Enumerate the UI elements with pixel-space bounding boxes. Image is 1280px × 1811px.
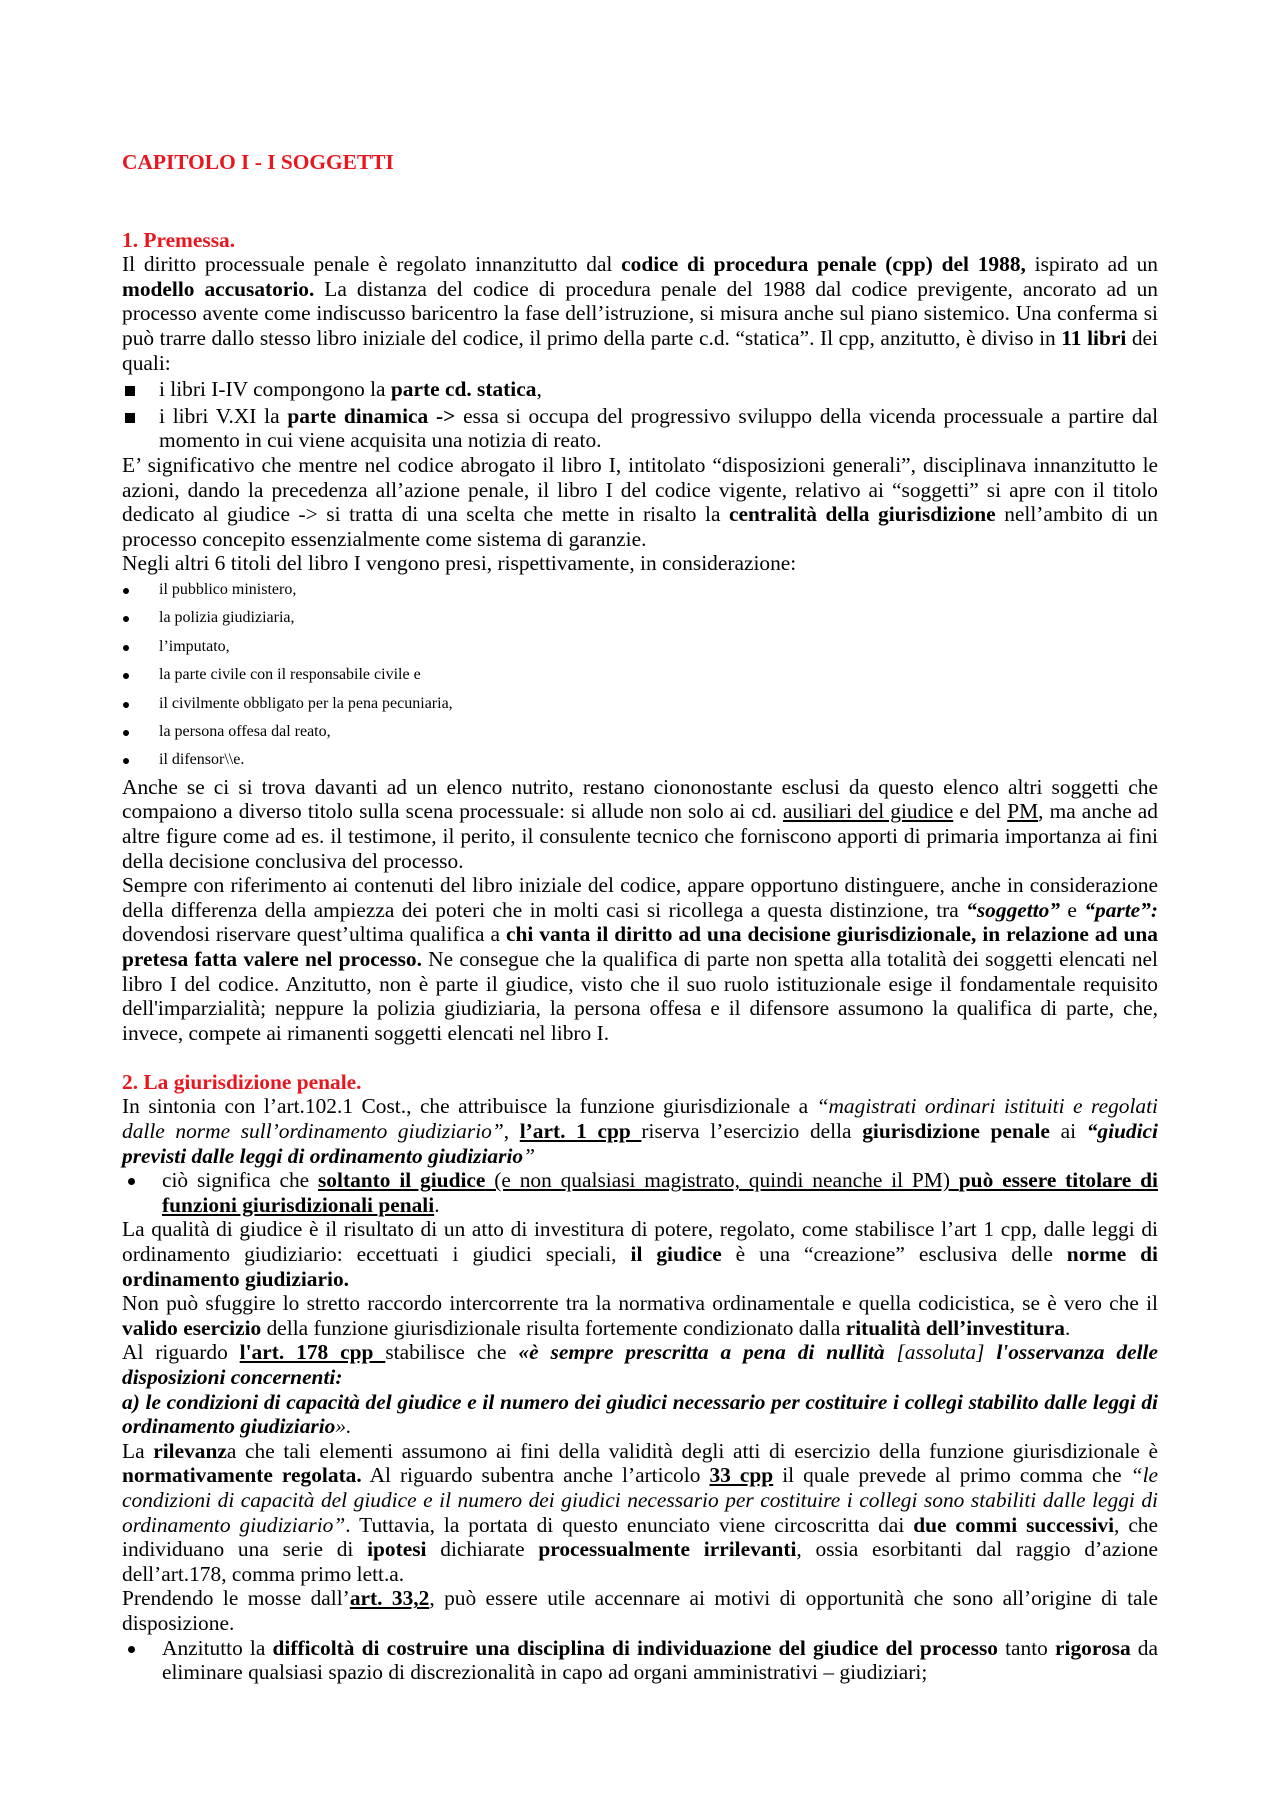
text-run: E’ significativo che mentre nel codice abrogato il libro I, intitolato “disposizioni generali”, disciplinava innanzitutto le azioni, dando la precedenza all’azione penale, il libro I del codice vigente, relativo ai “soggetti” si apre con il titolo dedicato al giudice -> si tratta di una scelta che mette in risalto la xyxy=(122,452,1158,527)
text-run: rilevanz xyxy=(153,1438,227,1463)
text-run: riserva l’esercizio della xyxy=(641,1119,863,1144)
list-item xyxy=(122,690,1158,718)
paragraph xyxy=(122,1340,1158,1389)
list-item xyxy=(122,746,1158,774)
text-run: il giudice xyxy=(630,1242,722,1267)
text-run: , xyxy=(536,377,542,402)
text-run: Non può sfuggire lo stretto raccordo intercorrente tra la normativa ordinamentale e quella codicistica, se è vero che il xyxy=(122,1291,1158,1316)
text-run: nell’ambito di un processo concepito essenzialmente come sistema di garanzie. xyxy=(122,502,1158,551)
bullet-dot-icon xyxy=(123,673,129,679)
text-run: , xyxy=(503,1119,520,1144)
text-run: e xyxy=(1060,897,1085,922)
list-item xyxy=(122,661,1158,689)
bullet-list xyxy=(122,1168,1158,1217)
bullet-dot-icon xyxy=(123,702,129,708)
text-run: stabilisce che xyxy=(385,1340,519,1365)
text-run: processualmente irrilevanti xyxy=(538,1537,797,1562)
text-run: , ossia esorbitanti dal raggio d’azione dell’art.178, comma primo lett.a. xyxy=(122,1537,1158,1586)
text-run: essa si occupa del progressivo sviluppo della vicenda processuale a partire dal momento in cui viene acquisita una notizia di reato. xyxy=(159,403,1159,453)
list-item xyxy=(122,1168,1158,1217)
text-run: l'osservanza delle disposizioni concernenti: xyxy=(122,1340,1158,1389)
square-bullet-icon xyxy=(125,413,135,423)
text-run: il civilmente obbligato per la pena pecuniaria, xyxy=(159,694,453,712)
text-run: . Tuttavia, la portata di questo enunciato viene circoscritta dai xyxy=(345,1512,914,1537)
list-item xyxy=(122,377,1158,402)
paragraph xyxy=(122,1291,1158,1340)
bullet-dot-icon xyxy=(128,1178,135,1185)
text-run: il quale prevede al primo comma che xyxy=(773,1463,1131,1488)
text-run: rigorosa xyxy=(1055,1635,1131,1660)
text-run: valido esercizio xyxy=(122,1315,262,1340)
text-run: “parte”: xyxy=(1084,897,1158,922)
list-item xyxy=(122,404,1158,453)
text-run: Al riguardo subentra anche l’articolo xyxy=(361,1463,710,1488)
text-run: «è sempre prescritta a pena di nullità xyxy=(518,1340,885,1365)
section-heading xyxy=(122,228,1158,253)
bullet-list xyxy=(122,1636,1158,1685)
paragraph xyxy=(122,1094,1158,1168)
text-run: a che tali elementi assumono ai fini della validità degli atti di esercizio della funzione giurisdizionale è xyxy=(226,1438,1158,1463)
text-run: , ma anche ad altre figure come ad es. il testimone, il perito, il consulente tecnico che forniscono apporti di primaria importanza ai fini della decisione conclusiva del processo. xyxy=(122,799,1158,873)
text-run: “le condizioni di capacità del giudice e il numero dei giudici necessario per costituire i collegi sono stabiliti dalle leggi di ordinamento giudiziario” xyxy=(122,1463,1159,1537)
text-run: la polizia giudiziaria, xyxy=(159,609,295,627)
bullet-dot-icon xyxy=(128,1646,135,1653)
text-run: Negli altri 6 titoli del libro I vengono presi, rispettivamente, in considerazione: xyxy=(122,551,797,576)
text-run: “soggetto” xyxy=(966,897,1061,922)
text-run: ispirato ad un xyxy=(1025,252,1158,277)
text-run: centralità della giurisdizione xyxy=(729,502,996,527)
text-run: i libri I-IV compongono la xyxy=(159,377,391,402)
list-item xyxy=(122,576,1158,604)
text-run: ai xyxy=(1049,1119,1087,1144)
section-heading xyxy=(122,1070,1158,1095)
text-run: Il diritto processuale penale è regolato innanzitutto dal xyxy=(122,252,622,277)
chapter-title: CAPITOLO I - I SOGGETTI xyxy=(122,150,394,174)
list-item xyxy=(122,633,1158,661)
text-run: . xyxy=(1064,1315,1071,1340)
text-run: l’art. 1 cpp xyxy=(519,1119,642,1144)
text-run: La xyxy=(122,1438,154,1463)
text-run: giurisdizione penale xyxy=(862,1119,1050,1144)
text-run: [assoluta] xyxy=(884,1340,997,1365)
text-run: Al riguardo xyxy=(122,1340,240,1365)
bullet-dot-icon xyxy=(123,730,129,736)
paragraph xyxy=(122,1217,1158,1291)
text-run: il pubblico ministero, xyxy=(159,580,297,598)
text-run: Ne consegue che la qualifica di parte non spetta alla totalità dei soggetti elencati nel libro I del codice. Anzitutto, non è parte il giudice, visto che il suo ruolo istituzionale esige il fondamentale requisito dell'imparzialità; neppure la polizia giudiziaria, la persona offesa e il difensore assumono la qualifica di parte, che, invece, compete ai rimanenti soggetti elencati nel libro I. xyxy=(122,946,1158,1045)
text-run: difficoltà di costruire una disciplina di individuazione del giudice del processo xyxy=(272,1635,998,1660)
text-run: “magistrati ordinari istituiti e regolati dalle norme sull’ordinamento giudiziario” xyxy=(122,1094,1158,1144)
bullet-dot-icon xyxy=(123,645,129,651)
text-run: In sintonia con l’art.102.1 Cost., che attribuisce la funzione giurisdizionale a xyxy=(122,1094,817,1119)
text-run: chi vanta il diritto ad una decisione giurisdizionale, in relazione ad una pretesa fatta valere nel processo. xyxy=(122,922,1158,971)
text-run: dichiarate xyxy=(426,1537,539,1562)
text-run: 1. Premessa. xyxy=(122,227,236,252)
text-run: tanto xyxy=(997,1635,1056,1660)
bullet-dot-icon xyxy=(123,588,129,594)
paragraph xyxy=(122,551,1158,576)
text-run: normativamente regolata. xyxy=(122,1463,362,1488)
text-run: . xyxy=(434,1192,440,1217)
paragraph xyxy=(122,453,1158,551)
text-run: soltanto il giudice xyxy=(317,1168,486,1193)
text-run: , può essere utile accennare ai motivi di opportunità che sono all’origine di tale disposizione. xyxy=(122,1586,1158,1635)
text-run: la persona offesa dal reato, xyxy=(159,722,331,740)
paragraph xyxy=(122,1439,1158,1587)
text-run: la parte civile con il responsabile civile e xyxy=(159,666,421,684)
text-run: PM xyxy=(1007,799,1039,824)
text-run: può essere titolare di funzioni giurisdizionali penali xyxy=(162,1168,1158,1217)
text-run: La distanza del codice di procedura penale del 1988 dal codice previgente, ancorato ad un processo avente come indiscusso baricentro la fase dell’istruzione, si misura anche sul piano sistemico. Una conferma si può trarre dallo stesso libro iniziale del codice, il primo della parte c.d. “statica”. Il cpp, anzitutto, è diviso in xyxy=(122,276,1158,350)
text-run: ipotesi xyxy=(367,1537,427,1562)
text-run: codice di procedura penale (cpp) del 1988, xyxy=(621,252,1026,277)
paragraph xyxy=(122,1390,1158,1439)
text-run: e del xyxy=(953,799,1008,824)
text-run: ausiliari del giudice xyxy=(783,799,954,824)
text-run: Anche se ci si trova davanti ad un elenco nutrito, restano ciononostante esclusi da questo elenco altri soggetti che compaiono a diverso titolo sulla scena processuale: si allude non solo ai cd. xyxy=(122,774,1158,824)
text-run: ». xyxy=(335,1414,352,1439)
document-body xyxy=(122,150,1158,1685)
text-run: da eliminare qualsiasi spazio di discrezionalità in capo ad organi amministrativi – giudiziari; xyxy=(162,1635,1158,1685)
list-item xyxy=(122,604,1158,632)
text-run: 33 cpp xyxy=(709,1463,774,1488)
paragraph xyxy=(122,1586,1158,1635)
list-item xyxy=(122,1636,1158,1685)
square-bullet-icon xyxy=(125,386,135,396)
text-run: art. 33,2 xyxy=(349,1586,430,1611)
text-run: è una “creazione” esclusiva delle xyxy=(721,1242,1067,1267)
text-run: ” xyxy=(523,1143,536,1168)
text-run: norme di ordinamento giudiziario. xyxy=(122,1242,1159,1291)
text-run: 2. La giurisdizione penale. xyxy=(122,1069,362,1094)
text-run: parte cd. statica xyxy=(390,377,537,402)
paragraph xyxy=(122,775,1158,873)
text-run: dovendosi riservare quest’ultima qualifica a xyxy=(122,922,506,947)
text-run: modello accusatorio. xyxy=(122,276,315,301)
paragraph xyxy=(122,252,1158,375)
text-run: parte dinamica -> xyxy=(287,403,456,428)
bullet-list xyxy=(122,377,1158,453)
text-run: La qualità di giudice è il risultato di un atto di investitura di potere, regolato, come stabilisce l’art 1 cpp, dalle leggi di ordinamento giudiziario: eccettuati i giudici speciali, xyxy=(122,1217,1158,1267)
text-run: i libri V.XI la xyxy=(159,403,288,428)
text-run: Sempre con riferimento ai contenuti del libro iniziale del codice, appare opportuno distinguere, anche in considerazione della differenza della ampiezza dei poteri che in molti casi si ricollega a questa distinzione, tra xyxy=(122,873,1158,922)
text-run: due commi successivi xyxy=(913,1512,1115,1537)
text-run: ritualità dell’investitura xyxy=(845,1315,1065,1340)
text-run: della funzione giurisdizionale risulta fortemente condizionato dalla xyxy=(261,1315,846,1340)
text-run: l'art. 178 cpp xyxy=(239,1340,386,1365)
list-item xyxy=(122,718,1158,746)
text-run: , che individuano una serie di xyxy=(122,1512,1158,1562)
text-run: il difensor\\e. xyxy=(159,751,245,769)
text-run: ciò significa che xyxy=(162,1168,318,1193)
text-run: l’imputato, xyxy=(159,637,230,655)
text-run: “giudici previsti dalle leggi di ordinamento giudiziario xyxy=(122,1119,1158,1168)
bullet-dot-icon xyxy=(123,616,129,622)
bullet-dot-icon xyxy=(123,758,129,764)
bullet-list xyxy=(122,576,1158,775)
text-run: 11 libri xyxy=(1061,325,1127,350)
text-run: a) le condizioni di capacità del giudice e il numero dei giudici necessario per costituire i collegi stabilito dalle leggi di ordinamento giudiziario xyxy=(122,1389,1158,1439)
text-run: Prendendo le mosse dall’ xyxy=(122,1586,350,1611)
text-run: Anzitutto la xyxy=(162,1635,273,1660)
text-run: dei quali: xyxy=(122,325,1158,375)
text-run: (e non qualsiasi magistrato, quindi neanche il PM) xyxy=(485,1168,959,1193)
paragraph xyxy=(122,873,1158,1045)
